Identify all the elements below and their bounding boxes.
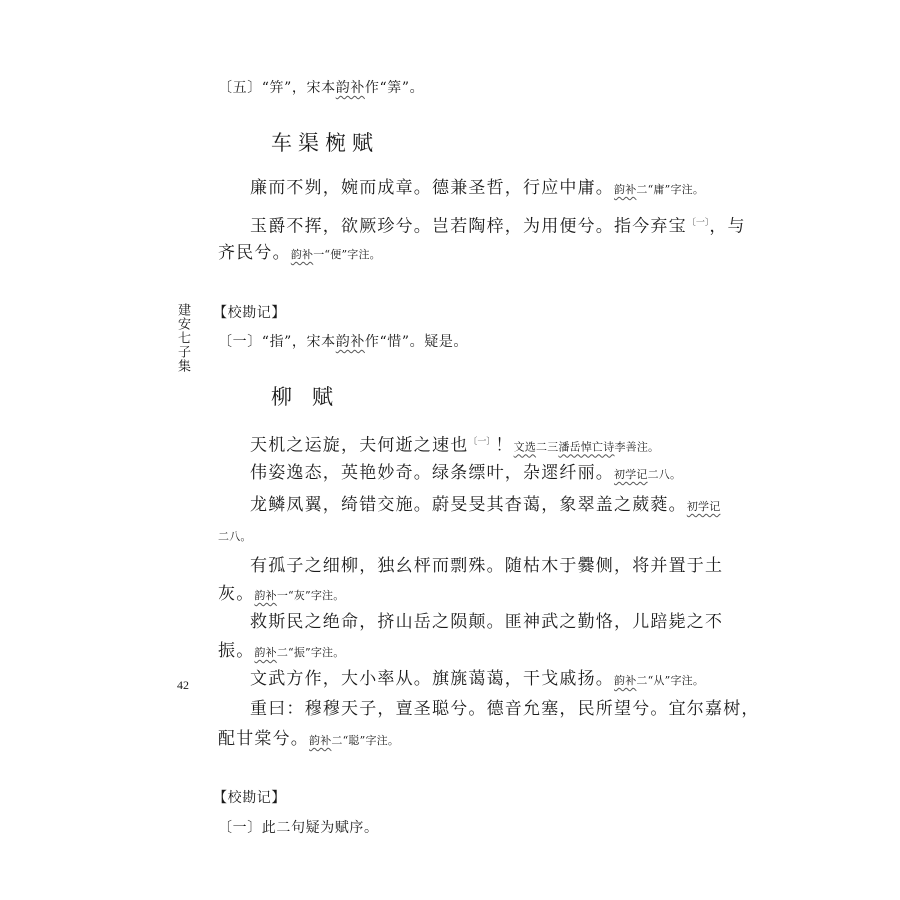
text-line: 二八。	[218, 530, 252, 543]
text-line: 重曰：穆穆天子，亶圣聪兮。德音允塞，民所望兮。宜尔嘉树，	[250, 699, 760, 719]
text-line: 廉而不刿，婉而成章。德兼圣哲，行应中庸。韵补二“庸”字注。	[250, 178, 705, 198]
text-line: 玉爵不挥，欲厥珍兮。岂若陶梓，为用便兮。指今弃宝$^{〔一〕}$，与	[250, 216, 746, 237]
footnote-ref: 〔一〕	[686, 218, 710, 228]
page-number: 42	[177, 678, 189, 692]
section-title: 车渠椀赋	[271, 131, 379, 155]
text-line: 有孤子之细柳，独幺枰而剽殊。随枯木于爨侧，将并置于土	[250, 556, 724, 576]
running-title: 建安七子集	[175, 303, 190, 373]
text-line: 振。韵补二“振”字注。	[218, 641, 345, 661]
text-line: 伟姿逸态，英艳妙奇。绿条缥叶，杂遝纤丽。初学记二八。	[250, 463, 682, 483]
text-line: 龙鳞凤翼，绮错交施。蔚旻旻其杳蔼，象翠盖之葳蕤。初学记	[250, 495, 721, 515]
footnote-line: 〔一〕此二句疑为赋序。	[218, 820, 379, 836]
footnote-line: 〔一〕“指”，宋本韵补作“惜”。疑是。	[218, 334, 469, 350]
text-line: 文武方作，大小率从。旗旐蔼蔼，干戈戚扬。韵补二“从”字注。	[250, 669, 705, 689]
text-line: 救斯民之绝命，挤山岳之陨颠。匪神武之勤恪，儿踣毙之不	[250, 612, 724, 632]
collation-heading: 【校勘记】	[213, 305, 286, 321]
text-line: 齐民兮。韵补一“便”字注。	[218, 243, 381, 263]
section-title: 柳赋	[271, 385, 353, 409]
text-line: 配甘棠兮。韵补二“聪”字注。	[218, 729, 400, 749]
footnote-ref: 〔一〕	[468, 437, 496, 447]
text-line: 灰。韵补一“灰”字注。	[218, 584, 345, 604]
text-line: 天机之运旋，夫何逝之速也$^{〔一〕}$！文选二三潘岳悼亡诗李善注。	[250, 435, 660, 456]
footnote-line: 〔五〕“笄”，宋本韵补作“筭”。	[218, 80, 425, 96]
collation-heading: 【校勘记】	[213, 790, 286, 806]
